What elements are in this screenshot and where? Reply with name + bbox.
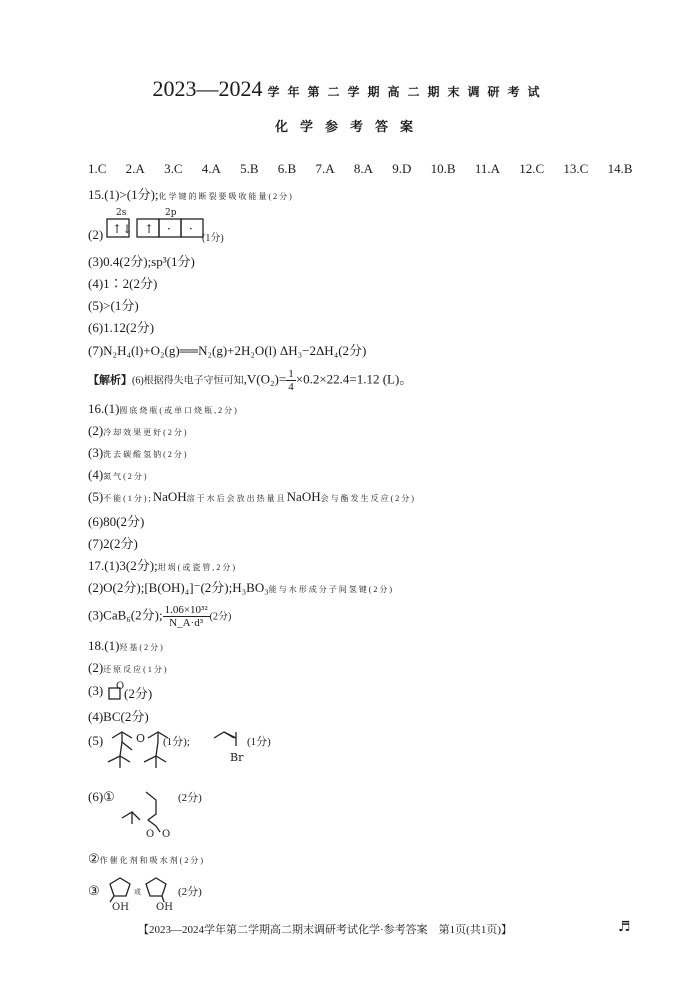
mc-answer: 10.B (430, 161, 456, 176)
diketone-oxygen-1: O (146, 829, 155, 840)
svg-text:↑: ↑ (144, 222, 155, 236)
q17-frac-numerator: 1.06×10³² (164, 604, 208, 616)
q15-part7: (7)N₂H₄(l)+O₂(g)══N₂(g)+2H₂O(l) ΔH₃−2ΔH₄(2分) (88, 343, 367, 358)
q18-p1-label: 18.(1) (88, 638, 120, 653)
explain-formula-left: ,V(O₂)= (243, 371, 287, 387)
q16-part4 (88, 467, 149, 483)
q18-part6-3-label: ③ (88, 883, 100, 898)
q15-part4: (4)1∶2(2分) (88, 276, 158, 291)
mc-answer: 8.A (353, 161, 373, 176)
q18-part3-label: (3) (88, 683, 104, 698)
orbital-2s-label: 2s (116, 208, 127, 218)
q16-part1 (88, 401, 239, 417)
bromine-label: Br (230, 751, 244, 764)
mc-answer: 6.B (277, 161, 297, 176)
mc-answer: 7.A (315, 161, 335, 176)
svg-text:↑↓: ↑↓ (112, 222, 133, 236)
music-note-icon: ♬ (618, 919, 631, 935)
mc-answer: 14.B (607, 161, 633, 176)
alcohol-oh-2: OH (156, 902, 173, 913)
q16-p2-text: 冷却效果更好(2分) (103, 428, 189, 437)
q17-p1-text: 坩埚(或瓷管,2分) (157, 563, 238, 572)
q16-part7: (7)2(2分) (88, 536, 138, 551)
q15-part2-score: (1分) (202, 233, 224, 244)
q18-part3-score: (2分) (124, 686, 153, 701)
q18-part5-score2: (1分) (247, 736, 271, 748)
epoxide-oxygen-label: O (116, 681, 125, 692)
q18-part6-label: (6)① (88, 789, 115, 804)
fraction-numerator: 1 (288, 368, 294, 380)
q16-p5-text: 不能(1分); (103, 494, 153, 503)
q15-explanation (88, 368, 412, 393)
q17-p3-label: (3)CaB₆(2分); (88, 607, 163, 623)
q16-p3-text: 洗去碳酸氢钠(2分) (103, 450, 189, 459)
q16-p3-label: (3) (88, 445, 104, 460)
q16-p4-label: (4) (88, 467, 104, 482)
q16-part6: (6)80(2分) (88, 514, 145, 529)
q15-part6: (6)1.12(2分) (88, 320, 155, 335)
q15-part3: (3)0.4(2分);sp³(1分) (88, 254, 195, 269)
q17-part2 (88, 577, 394, 596)
q16-p5-naoh2: NaOH (286, 489, 321, 504)
mc-answer: 2.A (125, 161, 145, 176)
q16-p1-text: 圆底烧瓶(或单口烧瓶,2分) (119, 406, 239, 415)
q17-part3 (88, 604, 231, 629)
q15-p1-note: 化学键的断裂要吸收能量(2分) (158, 192, 294, 201)
explain-formula-right: ×0.2×22.4=1.12 (L)。 (295, 371, 413, 387)
q16-p4-text: 氮气(2分) (103, 472, 149, 481)
q18-part6-score: (2分) (178, 792, 202, 804)
q15-p1-text: 15.(1)>(1分); (88, 187, 159, 202)
q15-part2-prefix: (2) (88, 227, 104, 242)
explain-tag: 【解析】 (88, 374, 132, 387)
mc-answer: 4.A (201, 161, 221, 176)
mc-answer: 13.C (563, 161, 589, 176)
svg-text:·: · (167, 222, 171, 236)
q16-part5 (88, 489, 416, 505)
explain-fraction (286, 368, 296, 393)
q16-part2 (88, 423, 189, 439)
orbital-diagram (107, 218, 207, 240)
q18-part1 (88, 638, 165, 654)
q18-p1-text: 羟基(2分) (119, 643, 165, 652)
q17-fraction (163, 604, 210, 629)
page-footer: 【2023—2024学年第二学期高二期末调研考试化学·参考答案 第1页(共1页)】 (138, 924, 512, 936)
q18-part4: (4)BC(2分) (88, 709, 149, 724)
page-title (0, 76, 700, 102)
mc-answers (88, 161, 648, 177)
q18-part2 (88, 660, 169, 676)
q18-part5-score1: (1分); (163, 736, 190, 748)
q16-p1-label: 16.(1) (88, 401, 120, 416)
q16-p5-label: (5) (88, 489, 104, 504)
explain-body: (6)根据得失电子守恒可知 (132, 375, 244, 387)
q18-p2-label: (2) (88, 660, 104, 675)
mc-answer: 9.D (392, 161, 412, 176)
q17-frac-denominator: N_A·d³ (169, 617, 204, 629)
q18-p2-text: 还原反应(1分) (103, 665, 169, 674)
q16-part3 (88, 445, 189, 461)
q17-p1-label: 17.(1)3(2分); (88, 558, 158, 573)
q16-p5-text2: 溶于水后会放出热量且 (186, 494, 287, 503)
mc-answer: 3.C (164, 161, 183, 176)
q17-p2-text: 能与水形成分子间氢键(2分) (268, 585, 395, 594)
q17-p3-score: (2分) (209, 611, 232, 623)
q18-p6-2-label: ② (88, 851, 100, 866)
mc-answer: 1.C (88, 161, 107, 176)
diketone-structure (120, 790, 180, 840)
orbital-2p-label: 2p (165, 208, 177, 218)
alternative-or-label: 或 (134, 888, 141, 896)
mc-answer: 5.B (240, 161, 259, 176)
svg-text:·: · (189, 222, 193, 236)
page-subtitle: 化学参考答案 (274, 120, 425, 135)
q15-part1 (88, 184, 294, 203)
q15-part5: (5)>(1分) (88, 298, 139, 313)
title-year: 2023—2024 (152, 76, 263, 101)
title-text: 学年第二学期高二期末调研考试 (267, 85, 548, 99)
mc-answer: 12.C (519, 161, 545, 176)
q16-p2-label: (2) (88, 423, 104, 438)
q18-part5-label: (5) (88, 733, 104, 748)
q17-part1 (88, 555, 237, 574)
q16-p5-text3: 会与酯发生反应(2分) (320, 494, 416, 503)
mc-answer: 11.A (474, 161, 500, 176)
q18-part6-3-score: (2分) (178, 886, 202, 898)
q16-p5-naoh: NaOH (152, 489, 187, 504)
diketone-oxygen-2: O (162, 829, 171, 840)
fraction-denominator: 4 (288, 381, 294, 393)
alcohol-oh-1: OH (112, 902, 129, 913)
q17-p2-label: (2)O(2分);[B(OH)₄]⁻(2分);H₃BO₃ (88, 580, 269, 595)
q18-part6-2 (88, 851, 205, 867)
q18-p6-2-text: 作催化剂和吸水剂(2分) (99, 856, 205, 865)
ether-oxygen-label: O (136, 732, 146, 745)
